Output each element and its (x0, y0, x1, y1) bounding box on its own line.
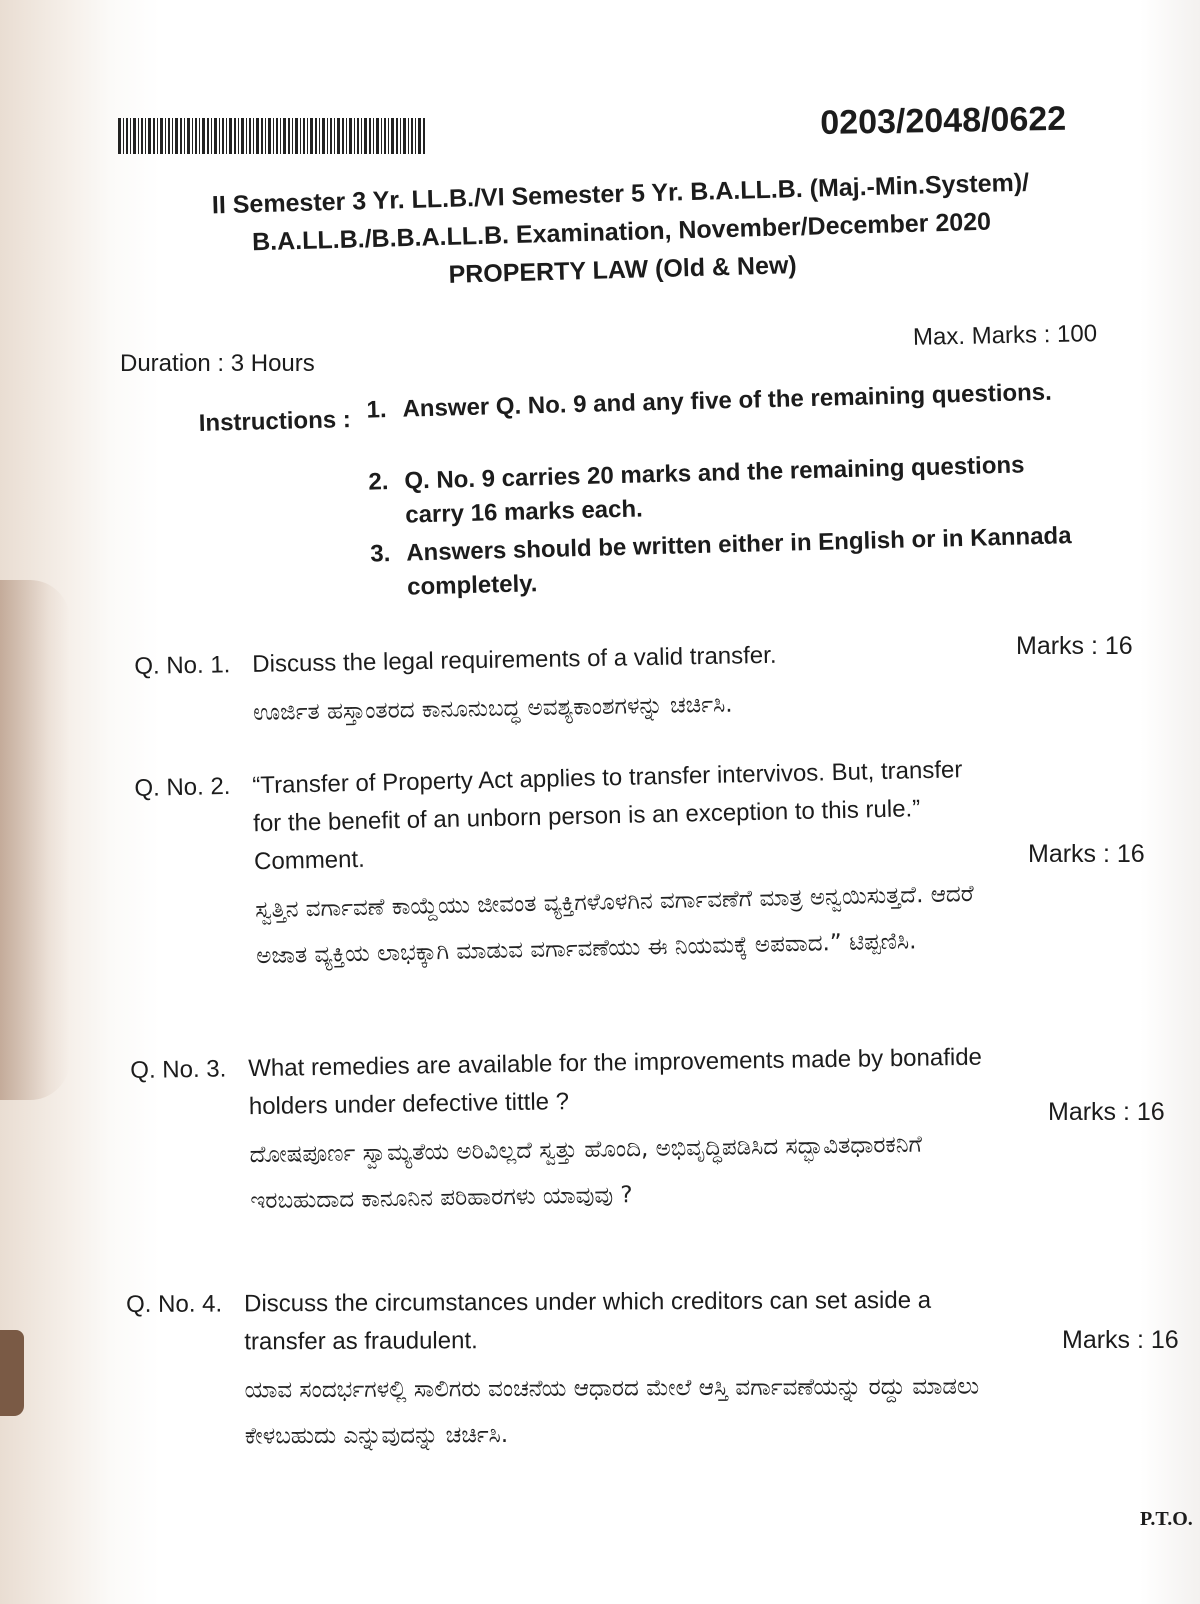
pto-label: P.T.O. (1140, 1508, 1193, 1530)
question-label: Q. No. 1. (134, 651, 231, 680)
instruction-text: Answer Q. No. 9 and any five of the remaining questions. (402, 378, 1053, 423)
duration: Duration : 3 Hours (120, 350, 315, 377)
question-marks: Marks : 16 (1062, 1326, 1179, 1354)
exam-header (120, 162, 1123, 304)
instruction-text: Answers should be written either in English or in Kannada completely. (405, 522, 1072, 601)
question-marks: Marks : 16 (1016, 632, 1133, 660)
question-text: What remedies are available for the improvements made by bonafide holders under defective tittle ? (248, 1043, 983, 1121)
instructions (198, 368, 1098, 601)
question-marks: Marks : 16 (1048, 1098, 1165, 1126)
instruction-number: 3. (369, 540, 391, 568)
question-text: Discuss the legal requirements of a valid transfer. (252, 641, 777, 678)
question-text-kannada: ಸ್ವತ್ತಿನ ವರ್ಗಾವಣೆ ಕಾಯ್ದೆಯು ಜೀವಂತ ವ್ಯಕ್ತಿಗಳೊಳಗಿನ ವರ್ಗಾವಣೆಗೆ ಮಾತ್ರ ಅನ್ವಯಿಸುತ್ತದೆ. ಆದರೆ ಅಜಾತ ವ್ಯಕ್ತಿಯ ಲಾಭಕ್ಕಾಗಿ ಮಾಡುವ ವರ್ಗಾವಣೆಯು ಈ ನಿಯಮಕ್ಕೆ ಅಪವಾದ.” ಟಿಪ್ಪಣಿಸಿ. (254, 880, 975, 970)
instruction-item (366, 375, 1087, 428)
instructions-label: Instructions : (198, 406, 352, 437)
subject-title: PROPERTY LAW (Old & New) (448, 251, 798, 289)
question-text-kannada: ಊರ್ಜಿತ ಹಸ್ತಾಂತರದ ಕಾನೂನುಬದ್ಧ ಅವಶ್ಯಕಾಂಶಗಳನ್ನು ಚರ್ಚಿಸಿ. (252, 691, 733, 726)
barcode (118, 118, 428, 154)
instruction-text: Q. No. 9 carries 20 marks and the remaining questions carry 16 marks each. (404, 451, 1025, 529)
max-marks: Max. Marks : 100 (912, 320, 1098, 351)
header-line-1: II Semester 3 Yr. LL.B./VI Semester 5 Yr. B.A.LL.B. (Maj.-Min.System)/ (211, 168, 1030, 220)
question-text: “Transfer of Property Act applies to transfer intervivos. But, transfer for the benefit of an unborn person is an exception to this rule.” Comment. (252, 756, 963, 876)
question-text-kannada: ಯಾವ ಸಂದರ್ಭಗಳಲ್ಲಿ ಸಾಲಿಗರು ವಂಚನೆಯ ಆಧಾರದ ಮೇಲೆ ಆಸ್ತಿ ವರ್ಗಾವಣೆಯನ್ನು ರದ್ದು ಮಾಡಲು ಕೇಳಬಹುದು ಎನ್ನುವುದನ್ನು ಚರ್ಚಿಸಿ. (244, 1373, 980, 1450)
question-label: Q. No. 2. (134, 772, 231, 802)
header-line-2: B.A.LL.B./B.B.A.LL.B. Examination, November/December 2020 (251, 207, 992, 257)
question-marks: Marks : 16 (1028, 840, 1145, 868)
instruction-item (370, 519, 1092, 606)
instruction-number: 1. (366, 396, 387, 424)
question-text-kannada: ದೋಷಪೂರ್ಣ ಸ್ವಾಮ್ಯತೆಯ ಅರಿವಿಲ್ಲದೆ ಸ್ವತ್ತು ಹೊಂದಿ, ಅಭಿವೃದ್ಧಿಪಡಿಸಿದ ಸದ್ಭಾವಿತಧಾರಕನಿಗೆ ಇರಬಹುದಾದ ಕಾನೂನಿನ ಪರಿಹಾರಗಳು ಯಾವುವು ? (249, 1131, 923, 1215)
instruction-number: 2. (368, 468, 389, 496)
paper-code: 0203/2048/0622 (820, 99, 1067, 142)
paper-tear (0, 1330, 24, 1416)
question-text: Discuss the circumstances under which creditors can set aside a transfer as fraudulent. (244, 1286, 932, 1356)
paper-stain (0, 580, 70, 1100)
question-label: Q. No. 4. (126, 1290, 223, 1318)
question-label: Q. No. 3. (130, 1055, 227, 1084)
